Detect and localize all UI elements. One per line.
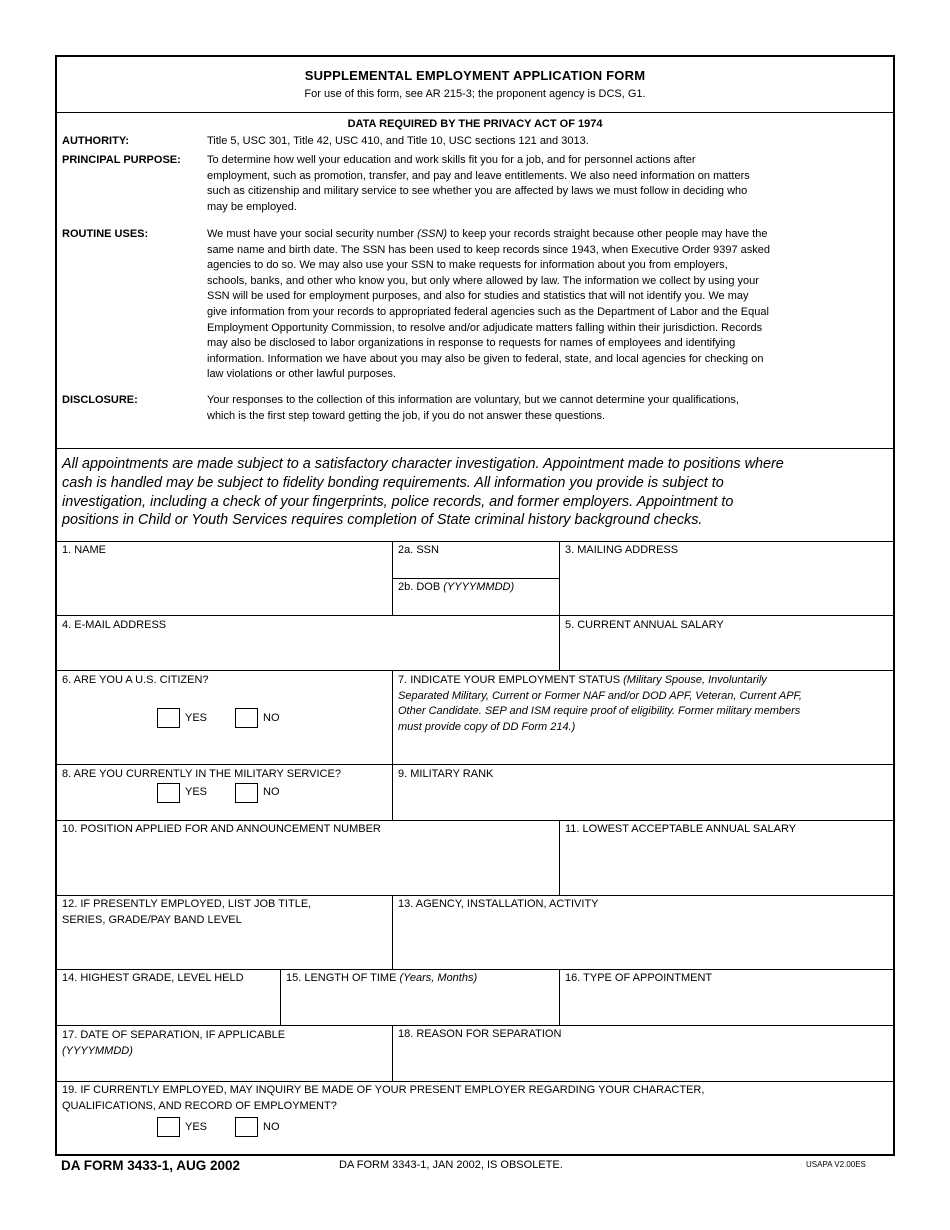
notice-line: All appointments are made subject to a satisfactory character investigation. Appointment made to positions where: [62, 456, 784, 472]
notice-line: investigation, including a check of your fingerprints, police records, and former employers. Appointment to: [62, 493, 734, 510]
authority-text: Title 5, USC 301, Title 42, USC 410, and Title 10, USC sections 121 and 3013.: [207, 135, 589, 147]
divider: [57, 615, 893, 616]
divider: [57, 1081, 893, 1082]
divider: [559, 820, 560, 895]
form-title: SUPPLEMENTAL EMPLOYMENT APPLICATION FORM: [304, 68, 646, 83]
purpose-line: such as citizenship and military service to see whether you are affected by laws we must follow in deciding who: [207, 185, 748, 198]
employer-inquiry-line: 19. IF CURRENTLY EMPLOYED, MAY INQUIRY BE MADE OF YOUR PRESENT EMPLOYER REGARDING YOUR CHARACTER,: [62, 1084, 705, 1096]
employment-status-note: Separated Military, Current or Former NAF and/or DOD APF, Veteran, Current APF,: [398, 689, 802, 702]
citizen-question-label: 6. ARE YOU A U.S. CITIZEN?: [62, 674, 209, 686]
citizen-yes-checkbox[interactable]: [157, 708, 180, 728]
employment-status-note: (Military Spouse, Involuntarily: [623, 674, 767, 686]
routine-line: [207, 227, 887, 243]
principal-purpose-label: PRINCIPAL PURPOSE:: [62, 154, 181, 166]
separation-date-format: (YYYYMMDD): [62, 1044, 133, 1057]
divider: [392, 578, 559, 579]
purpose-line: To determine how well your education and work skills fit you for a job, and for personnel actions after: [207, 154, 696, 166]
employment-status-line: [398, 673, 890, 689]
divider: [57, 969, 893, 970]
form-number: DA FORM 3433-1, AUG 2002: [61, 1158, 241, 1173]
routine-line: law violations or other lawful purposes.: [207, 368, 396, 381]
routine-uses-label: ROUTINE USES:: [62, 228, 149, 240]
citizen-no-checkbox[interactable]: [235, 708, 258, 728]
divider: [57, 895, 893, 896]
privacy-act-section: [57, 113, 893, 449]
routine-line: may also be disclosed to labor organizations in response to requests for names of employees and identifying: [207, 337, 736, 350]
principal-purpose-text: [207, 153, 887, 215]
highest-grade-label: 14. HIGHEST GRADE, LEVEL HELD: [62, 972, 244, 984]
divider: [57, 1025, 893, 1026]
separation-date-line: 17. DATE OF SEPARATION, IF APPLICABLE: [62, 1029, 286, 1041]
employer-inquiry-line: QUALIFICATIONS, AND RECORD OF EMPLOYMENT?: [62, 1099, 337, 1112]
military-service-question-label: 8. ARE YOU CURRENTLY IN THE MILITARY SERVICE?: [62, 768, 341, 780]
separation-date-line: [62, 1044, 285, 1060]
divider: [280, 969, 281, 1025]
checkbox-label: NO: [263, 1121, 280, 1133]
version-label: USAPA V2.00ES: [806, 1160, 866, 1169]
employment-status-text: 7. INDICATE YOUR EMPLOYMENT STATUS: [398, 674, 624, 686]
job-title-label: [62, 897, 311, 928]
routine-line: give information from your records to appropriated federal agencies such as the Department of Labor and the Equal: [207, 305, 769, 318]
agency-label: 13. AGENCY, INSTALLATION, ACTIVITY: [398, 898, 599, 910]
authority-label: AUTHORITY:: [62, 135, 130, 147]
checkbox-label: YES: [185, 712, 208, 724]
separation-date-label: [62, 1028, 285, 1059]
employment-status-line: [398, 720, 890, 736]
employment-status-line: [398, 704, 890, 720]
form-subtitle: For use of this form, see AR 215-3; the proponent agency is DCS, G1.: [304, 88, 646, 100]
form-header: [57, 57, 893, 113]
checkbox-label: YES: [185, 1121, 208, 1133]
email-field-label: 4. E-MAIL ADDRESS: [62, 619, 167, 631]
inquiry-no-checkbox[interactable]: [235, 1117, 258, 1137]
routine-line: same name and birth date. The SSN has been used to keep records since 1943, when Executive Order 9397 asked: [207, 243, 770, 256]
purpose-line: employment, such as promotion, transfer, and pay and leave entitlements. We also need information on matters: [207, 169, 750, 182]
routine-text: We must have your social security number: [207, 228, 418, 240]
divider: [559, 969, 560, 1025]
divider: [57, 820, 893, 821]
character-investigation-notice: [57, 449, 893, 542]
routine-uses-text: [207, 227, 887, 383]
divider: [392, 670, 393, 820]
checkbox-label: YES: [185, 786, 208, 798]
inquiry-yes-checkbox[interactable]: [157, 1117, 180, 1137]
divider: [57, 764, 893, 765]
form-footer: [0, 1156, 950, 1186]
disclosure-line: Your responses to the collection of this information are voluntary, but we cannot determine your qualifications,: [207, 394, 739, 406]
checkbox-label: NO: [263, 712, 280, 724]
checkbox-label: NO: [263, 786, 280, 798]
mailing-address-label: 3. MAILING ADDRESS: [565, 544, 679, 556]
lowest-salary-label: 11. LOWEST ACCEPTABLE ANNUAL SALARY: [565, 823, 797, 835]
routine-line: information. Information we have about you may also be given to federal, state, and local agencies for checking on: [207, 352, 764, 365]
dob-format: (YYYYMMDD): [443, 581, 515, 593]
routine-line: Employment Opportunity Commission, to resolve and/or adjudicate matters falling within their jurisdiction. Records: [207, 321, 763, 334]
job-title-line: SERIES, GRADE/PAY BAND LEVEL: [62, 913, 242, 926]
ssn-abbrev: (SSN): [417, 228, 448, 240]
length-of-time-label: [286, 971, 477, 987]
divider: [559, 542, 560, 670]
appointment-type-label: 16. TYPE OF APPOINTMENT: [565, 972, 713, 984]
disclosure-label: DISCLOSURE:: [62, 394, 138, 406]
notice-line: cash is handled may be subject to fidelity bonding requirements. All information you provide is subject to: [62, 474, 724, 491]
separation-reason-label: 18. REASON FOR SEPARATION: [398, 1028, 562, 1040]
dob-field-label: [398, 580, 514, 596]
military-no-checkbox[interactable]: [235, 783, 258, 803]
military-yes-checkbox[interactable]: [157, 783, 180, 803]
length-text: 15. LENGTH OF TIME: [286, 972, 400, 984]
name-field-label: 1. NAME: [62, 544, 107, 556]
divider: [392, 542, 393, 615]
job-title-line: 12. IF PRESENTLY EMPLOYED, LIST JOB TITLE,: [62, 898, 312, 910]
employment-status-label: [398, 673, 890, 735]
length-format: (Years, Months): [399, 972, 478, 984]
privacy-title: DATA REQUIRED BY THE PRIVACY ACT OF 1974: [347, 118, 603, 130]
employment-status-note: Other Candidate. SEP and ISM require proof of eligibility. Former military members: [398, 705, 801, 718]
employment-status-line: [398, 689, 890, 705]
disclosure-line: which is the first step toward getting the job, if you do not answer these questions.: [207, 409, 606, 422]
divider: [57, 670, 893, 671]
dob-text: 2b. DOB: [398, 581, 444, 593]
routine-line: SSN will be used for employment purposes, and also for studies and statistics that will not identify you. We may: [207, 290, 749, 303]
routine-text: to keep your records straight because other people may have the: [447, 228, 768, 240]
employer-inquiry-label: [62, 1083, 704, 1114]
purpose-line: may be employed.: [207, 200, 297, 213]
routine-line: agencies to do so. We may also use your SSN to make requests for information about you from employers,: [207, 259, 728, 272]
divider: [392, 895, 393, 969]
ssn-field-label: 2a. SSN: [398, 544, 439, 556]
routine-line: schools, banks, and other who know you, but only where allowed by law. The information we collect by using your: [207, 274, 759, 287]
obsolete-notice: DA FORM 3343-1, JAN 2002, IS OBSOLETE.: [339, 1159, 563, 1171]
military-rank-label: 9. MILITARY RANK: [398, 768, 494, 780]
divider: [392, 1025, 393, 1081]
current-salary-label: 5. CURRENT ANNUAL SALARY: [565, 619, 724, 631]
notice-line: positions in Child or Youth Services requires completion of State criminal history background checks.: [62, 512, 703, 529]
disclosure-text: [207, 393, 887, 424]
position-applied-label: 10. POSITION APPLIED FOR AND ANNOUNCEMENT NUMBER: [62, 823, 381, 835]
employment-form: [55, 55, 895, 1156]
employment-status-note: must provide copy of DD Form 214.): [398, 720, 576, 733]
